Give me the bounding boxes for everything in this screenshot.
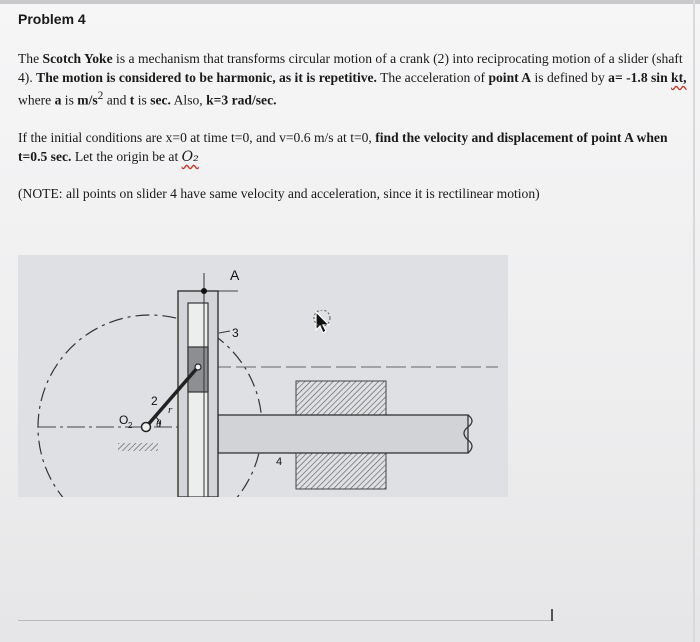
- page-bottom-rule: [18, 620, 554, 621]
- text: Let the origin be at: [71, 149, 182, 164]
- handwritten-origin: O₂: [181, 149, 199, 165]
- lower-guide-bearing: [296, 453, 386, 489]
- crank-pivot: [142, 423, 151, 432]
- acceleration-argument: kt,: [671, 70, 687, 85]
- label-3: 3: [232, 326, 239, 340]
- top-divider: [0, 0, 700, 4]
- unit-exponent: 2: [97, 90, 104, 102]
- crank-path-circle: [38, 315, 262, 497]
- label-theta: θ: [156, 418, 162, 430]
- label-r: r: [168, 404, 173, 416]
- text: If the initial conditions are x=0 at time t=0, and v=0.6 m/s at t=0,: [18, 130, 376, 145]
- k-value: k=3 rad/sec.: [206, 92, 277, 108]
- label-3-leader: [219, 331, 230, 333]
- text: where: [18, 92, 55, 108]
- ground-hatch: [118, 443, 158, 451]
- text: is a mechanism that transforms circular motion of a crank (2) into reciprocating motion of a slider (shaft 4).: [18, 51, 683, 85]
- mouse-cursor-icon: [312, 310, 332, 334]
- page-bottom-tick: [551, 609, 553, 621]
- problem-title: Problem 4: [18, 11, 86, 27]
- problem-statement: [18, 49, 690, 110]
- mechanism-diagram: [18, 255, 508, 497]
- question-statement: find the velocity and displacement of point A when t=0.5 sec.: [18, 130, 668, 164]
- right-edge: [693, 0, 695, 642]
- label-o2: O: [119, 413, 129, 427]
- text: is: [61, 92, 78, 108]
- label-4: 4: [276, 456, 283, 468]
- text: and: [103, 92, 130, 108]
- text: is: [134, 92, 151, 108]
- harmonic-statement: The motion is considered to be harmonic, as it is repetitive.: [36, 70, 377, 85]
- slider-shaft: [218, 415, 468, 453]
- text: is defined by: [531, 70, 609, 85]
- acceleration-equation: a= -1.8 sin: [608, 70, 672, 85]
- scotch-yoke-figure: [18, 255, 508, 497]
- text: Also,: [170, 92, 207, 108]
- label-2: 2: [151, 394, 158, 408]
- upper-guide-bearing: [296, 381, 386, 415]
- note: (NOTE: all points on slider 4 have same velocity and acceleration, since it is rectilinear motion): [18, 186, 540, 201]
- unit-sec: sec.: [150, 92, 171, 108]
- text: The: [18, 51, 43, 66]
- initial-conditions: [18, 128, 690, 167]
- yoke-slot: [188, 303, 208, 497]
- var-t: t: [129, 92, 135, 108]
- term-scotch-yoke: Scotch Yoke: [42, 51, 113, 66]
- crank-pin: [195, 364, 201, 370]
- point-a-marker: [201, 288, 207, 294]
- text: The acceleration of: [376, 70, 489, 85]
- label-o2-subscript: 2: [128, 421, 133, 430]
- label-a: A: [230, 267, 240, 283]
- unit-ms2: m/s: [77, 92, 98, 108]
- term-point-a: point A: [488, 70, 532, 85]
- var-a: a: [54, 92, 62, 108]
